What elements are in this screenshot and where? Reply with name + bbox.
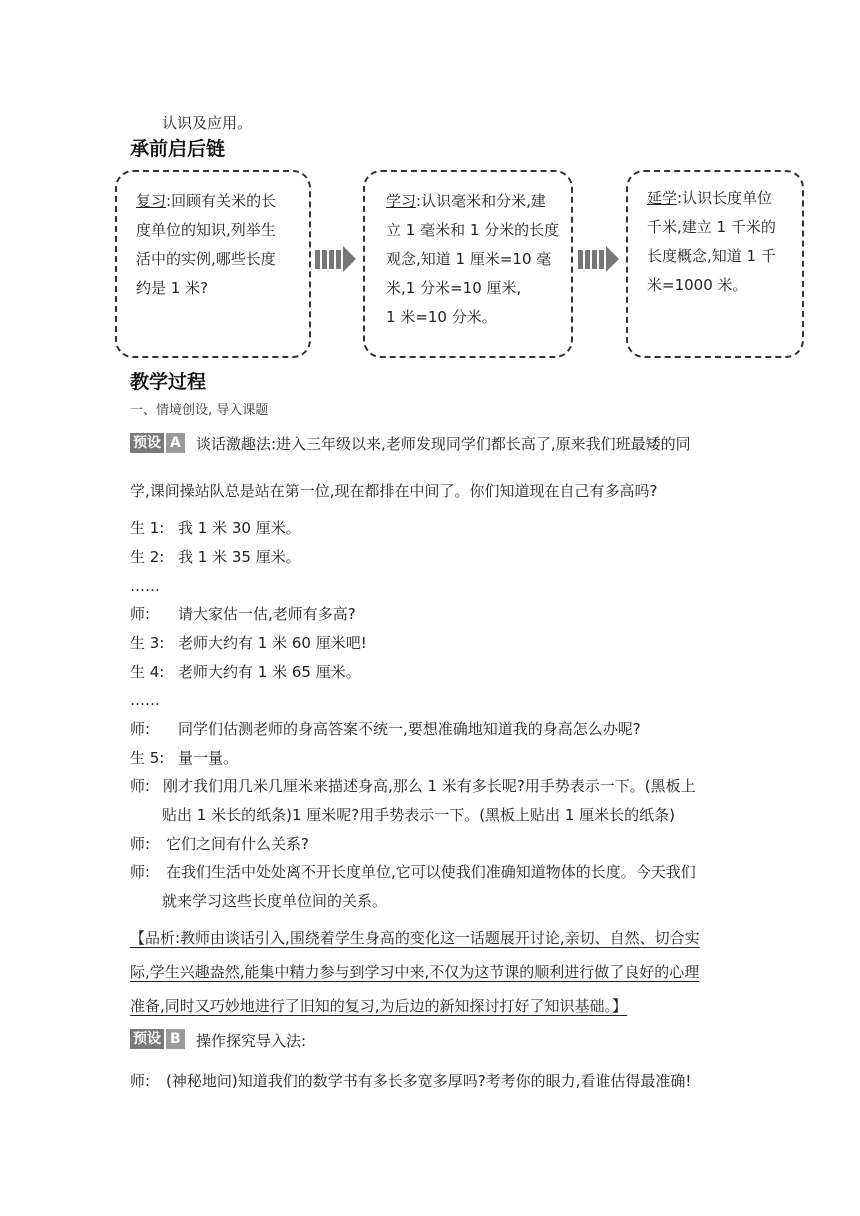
dialog-line: 师: 请大家估一估,老师有多高? bbox=[130, 605, 356, 623]
review-line-2: 度单位的知识,列举生 bbox=[136, 221, 276, 239]
extend-line-1: 延学:认识长度单位 bbox=[647, 189, 773, 207]
review-label: 复习 bbox=[136, 192, 167, 210]
review-line-3: 活中的实例,哪些长度 bbox=[136, 250, 276, 268]
arrow-icon bbox=[578, 246, 619, 272]
dialog-line: 师: 刚才我们用几米几厘米来描述身高,那么 1 米有多长呢?用手势表示一下。(黑板上 bbox=[130, 777, 696, 795]
analysis-line-2: 际,学生兴趣盎然,能集中精力参与到学习中来,不仅为这节课的顺利进行做了良好的心理 bbox=[130, 963, 700, 981]
analysis-line-3: 准备,同时又巧妙地进行了旧知的复习,为后边的新知探讨打好了知识基础。】 bbox=[130, 997, 628, 1015]
dialog-line: 师: 它们之间有什么关系? bbox=[130, 835, 309, 853]
preset-a-line-2: 学,课间操站队总是站在第一位,现在都排在中间了。你们知道现在自己有多高吗? bbox=[130, 482, 658, 500]
review-line-1: 复习:回顾有关米的长 bbox=[136, 192, 277, 210]
preset-a-line-1: 谈话激趣法:进入三年级以来,老师发现同学们都长高了,原来我们班最矮的同 bbox=[196, 435, 691, 453]
dialog-line: 生 1: 我 1 米 30 厘米。 bbox=[130, 519, 301, 537]
study-label: 学习 bbox=[386, 192, 417, 210]
study-line-1: 学习:认识毫米和分米,建 bbox=[386, 192, 546, 210]
study-line-2: 立 1 毫米和 1 分米的长度 bbox=[386, 221, 560, 239]
study-line-3: 观念,知道 1 厘米=10 毫 bbox=[386, 250, 552, 268]
review-box bbox=[115, 170, 311, 358]
intro-line: 认识及应用。 bbox=[162, 114, 253, 132]
dialog-line: 生 4: 老师大约有 1 米 65 厘米。 bbox=[130, 663, 361, 681]
dialog-line: 师: 在我们生活中处处离不开长度单位,它可以使我们准确知道物体的长度。今天我们 bbox=[130, 863, 696, 881]
final-line: 师: (神秘地问)知道我们的数学书有多长多宽多厚吗?考考你的眼力,看谁估得最准确! bbox=[130, 1072, 692, 1090]
dialog-line-continued: 贴出 1 米长的纸条)1 厘米呢?用手势表示一下。(黑板上贴出 1 厘米长的纸条) bbox=[162, 806, 675, 824]
subheading: 一、情境创设, 导入课题 bbox=[130, 403, 269, 418]
extend-box bbox=[626, 170, 804, 358]
arrow-icon bbox=[315, 246, 356, 272]
study-line-4: 米,1 分米=10 厘米, bbox=[386, 279, 522, 297]
dialog-line: 师: 同学们估测老师的身高答案不统一,要想准确地知道我的身高怎么办呢? bbox=[130, 720, 641, 738]
preset-a-badge: 预设 A bbox=[130, 433, 185, 453]
dialog-line: 生 2: 我 1 米 35 厘米。 bbox=[130, 548, 301, 566]
study-box bbox=[363, 170, 573, 358]
analysis-line-1: 【品析:教师由谈话引入,围绕着学生身高的变化这一话题展开讨论,亲切、自然、切合实 bbox=[130, 929, 700, 947]
dialog-line-continued: 就来学习这些长度单位间的关系。 bbox=[162, 892, 388, 910]
extend-label: 延学 bbox=[647, 189, 678, 207]
dialog-line: 生 5: 量一量。 bbox=[130, 749, 239, 767]
extend-line-3: 长度概念,知道 1 千 bbox=[647, 247, 776, 265]
extend-line-4: 米=1000 米。 bbox=[647, 276, 748, 294]
dialog-line: 生 3: 老师大约有 1 米 60 厘米吧! bbox=[130, 634, 367, 652]
section-title-process: 教学过程 bbox=[130, 371, 207, 393]
dialog-ellipsis: …… bbox=[130, 691, 160, 709]
preset-b-badge: 预设 B bbox=[130, 1029, 185, 1049]
section-title-chain: 承前启后链 bbox=[130, 138, 226, 160]
preset-b-text: 操作探究导入法: bbox=[196, 1032, 307, 1050]
extend-line-2: 千米,建立 1 千米的 bbox=[647, 218, 776, 236]
review-line-4: 约是 1 米? bbox=[136, 279, 209, 297]
study-line-5: 1 米=10 分米。 bbox=[386, 308, 497, 326]
dialog-ellipsis: …… bbox=[130, 577, 160, 595]
